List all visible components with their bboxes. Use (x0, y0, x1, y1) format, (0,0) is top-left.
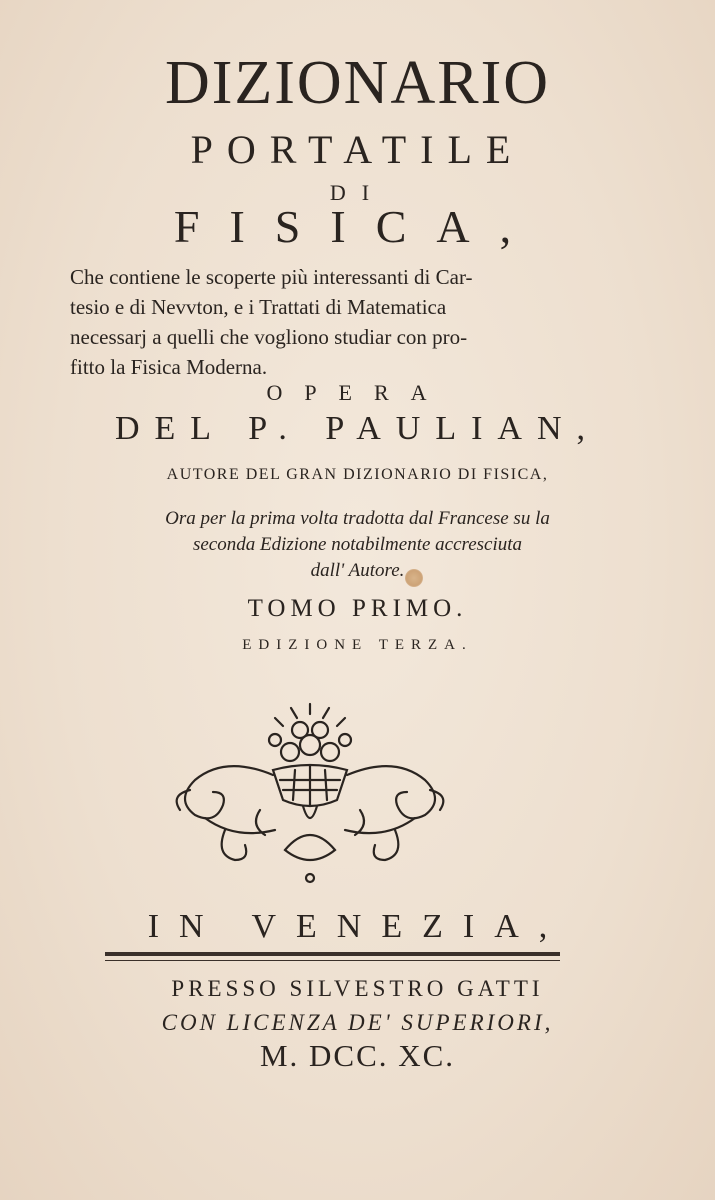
subtitle-description (70, 262, 610, 382)
double-rule-divider (105, 952, 560, 968)
opera-label: OPERA (266, 380, 449, 405)
translation-line: Ora per la prima volta tradotta dal Francese su la (165, 508, 550, 529)
description-line: tesio e di Nevvton, e i Trattati di Matematica (70, 295, 447, 319)
translation-note (0, 506, 715, 584)
flower-basket-ornament-icon (165, 700, 455, 890)
title-dizionario: DIZIONARIO (164, 49, 551, 117)
author-note: AUTORE DEL GRAN DIZIONARIO DI FISICA, (166, 466, 549, 483)
description-line: Che contiene le scoperte più interessanti di Car- (70, 265, 473, 289)
description-line: necessarj a quelli che vogliono studiar con pro- (70, 325, 468, 349)
description-line: fitto la Fisica Moderna. (70, 355, 268, 379)
paper-stain (405, 569, 423, 587)
thin-rule (105, 960, 560, 961)
title-portatile: PORTATILE (190, 127, 525, 172)
title-fisica: FISICA, (173, 201, 542, 252)
imprint-city: IN VENEZIA, (147, 908, 568, 945)
translation-line: seconda Edizione notabilmente accresciuta (192, 534, 523, 555)
imprint-year: M. DCC. XC. (259, 1038, 456, 1073)
author-name: DEL P. PAULIAN, (114, 410, 601, 447)
edition-label: EDIZIONE TERZA. (242, 637, 473, 653)
title-di: DI (329, 180, 386, 205)
volume-label: TOMO PRIMO. (247, 595, 468, 622)
imprint-printer: PRESSO SILVESTRO GATTI (171, 976, 544, 1001)
translation-line: dall' Autore. (310, 560, 405, 581)
thick-rule (105, 952, 560, 956)
imprint-license: CON LICENZA DE' SUPERIORI, (161, 1010, 554, 1035)
